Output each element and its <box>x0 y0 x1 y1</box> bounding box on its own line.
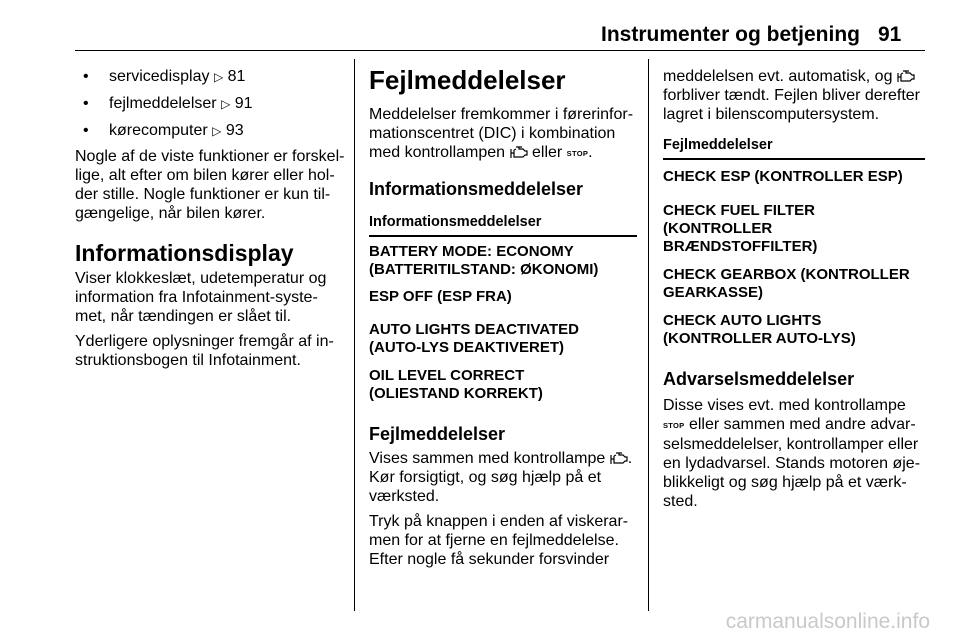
warning-paragraph <box>663 396 925 511</box>
warning-text: Disse vises evt. med kontrollampe <box>663 397 906 414</box>
stop-warning-icon: STOP <box>663 421 685 430</box>
bullet-item <box>75 94 345 114</box>
page-header-title: Instrumenter og betjening <box>600 23 860 46</box>
body-paragraph: Yderligere oplysninger fremgår af in-struktionsbogen til Infotainment. <box>75 333 334 369</box>
table-title: Informationsmeddelelser <box>369 214 542 230</box>
column-1 <box>75 60 345 370</box>
section-heading-fejlmeddelelser: Fejlmeddelelser <box>369 65 566 95</box>
bullet-page-ref[interactable]: 93 <box>225 122 244 139</box>
intro-paragraph: Meddelelser fremkommer i førerinfor-mationscentret (DIC) i kombination med kontrollampen eller STOP. <box>369 106 634 161</box>
bullet-text: kørecomputer <box>109 122 208 139</box>
warning-text-2: eller sammen med andre advar-selsmeddelelser, kontrollamper eller en lydadvarsel. Stands motoren øje-blikkeligt og søg hjælp på et værk-sted. <box>663 416 921 510</box>
header-rule <box>75 50 925 51</box>
column-divider-1 <box>354 59 355 611</box>
column-2 <box>369 60 637 569</box>
column-3 <box>663 60 925 511</box>
body-paragraph: Nogle af de viste funktioner er forskel-lige, alt efter om bilen kører eller hol-der stille. Nogle funktioner er kun til-gængelige, når bilen kører. <box>75 148 345 222</box>
message-item: BATTERY MODE: ECONOMY (BATTERITILSTAND: ØKONOMI) <box>369 243 599 278</box>
bullet-page-ref[interactable]: 91 <box>234 95 253 112</box>
bullet-text: fejlmeddelelser <box>109 95 217 112</box>
stop-warning-icon: STOP <box>566 149 589 158</box>
page-ref-arrow-icon: ▷ <box>212 124 222 138</box>
page-number: 91 <box>878 23 902 46</box>
continued-text-2: forbliver tændt. Fejlen bliver derefter lagret i bilenscomputersystem. <box>663 87 920 123</box>
table-title-rule <box>369 235 637 237</box>
fault-text: Vises sammen med kontrollampe <box>369 450 606 467</box>
page-ref-arrow-icon: ▷ <box>213 70 224 84</box>
watermark-text: carmanualsonline.info <box>725 610 930 633</box>
bullet-text: servicedisplay <box>109 68 210 85</box>
section-heading-fejlmeddelelser-2: Fejlmeddelelser <box>369 424 506 444</box>
message-item: ESP OFF (ESP FRA) <box>369 288 512 305</box>
bullet-item <box>75 67 345 87</box>
message-item: CHECK AUTO LIGHTS (KONTROLLER AUTO-LYS) <box>663 312 856 347</box>
fault-text-2: . Kør forsigtigt, og søg hjælp på et værksted. <box>369 450 633 505</box>
message-item: CHECK ESP (KONTROLLER ESP) <box>663 168 903 185</box>
continued-paragraph <box>663 67 925 124</box>
engine-warning-icon <box>610 452 628 466</box>
table-title-rule <box>663 158 925 160</box>
message-item: CHECK FUEL FILTER (KONTROLLER BRÆNDSTOFFILTER) <box>663 202 818 255</box>
message-item: AUTO LIGHTS DEACTIVATED (AUTO-LYS DEAKTIVERET) <box>369 321 579 356</box>
bullet-page-ref[interactable]: 81 <box>227 68 246 85</box>
message-item: CHECK GEARBOX (KONTROLLER GEARKASSE) <box>663 266 910 301</box>
body-paragraph: Viser klokkeslæt, udetemperatur og information fra Infotainment-syste-met, når tændingen er slået til. <box>75 270 327 325</box>
body-paragraph: Tryk på knappen i enden af viskerar-men for at fjerne en fejlmeddelelse. Efter nogle få sekunder forsvinder <box>369 513 629 568</box>
engine-warning-icon <box>510 146 528 160</box>
column-divider-2 <box>648 59 649 611</box>
table-title: Fejlmeddelelser <box>663 137 773 153</box>
message-item: OIL LEVEL CORRECT (OLIESTAND KORREKT) <box>369 367 543 402</box>
bullet-item <box>75 121 345 141</box>
fault-paragraph <box>369 449 637 506</box>
intro-text: Meddelelser fremkommer i førerinfor-mationscentret (DIC) i kombination med kontrollampen <box>369 106 634 161</box>
intro-or: eller <box>531 144 563 161</box>
page-ref-arrow-icon: ▷ <box>221 97 231 111</box>
engine-warning-icon <box>897 70 915 84</box>
section-heading-advarselsmeddelelser: Advarselsmeddelelser <box>663 369 855 389</box>
subheading-informationsmeddelelser: Informationsmeddelelser <box>369 179 584 199</box>
section-heading-informationsdisplay: Informationsdisplay <box>75 240 294 266</box>
continued-text: meddelelsen evt. automatisk, og <box>663 68 893 85</box>
